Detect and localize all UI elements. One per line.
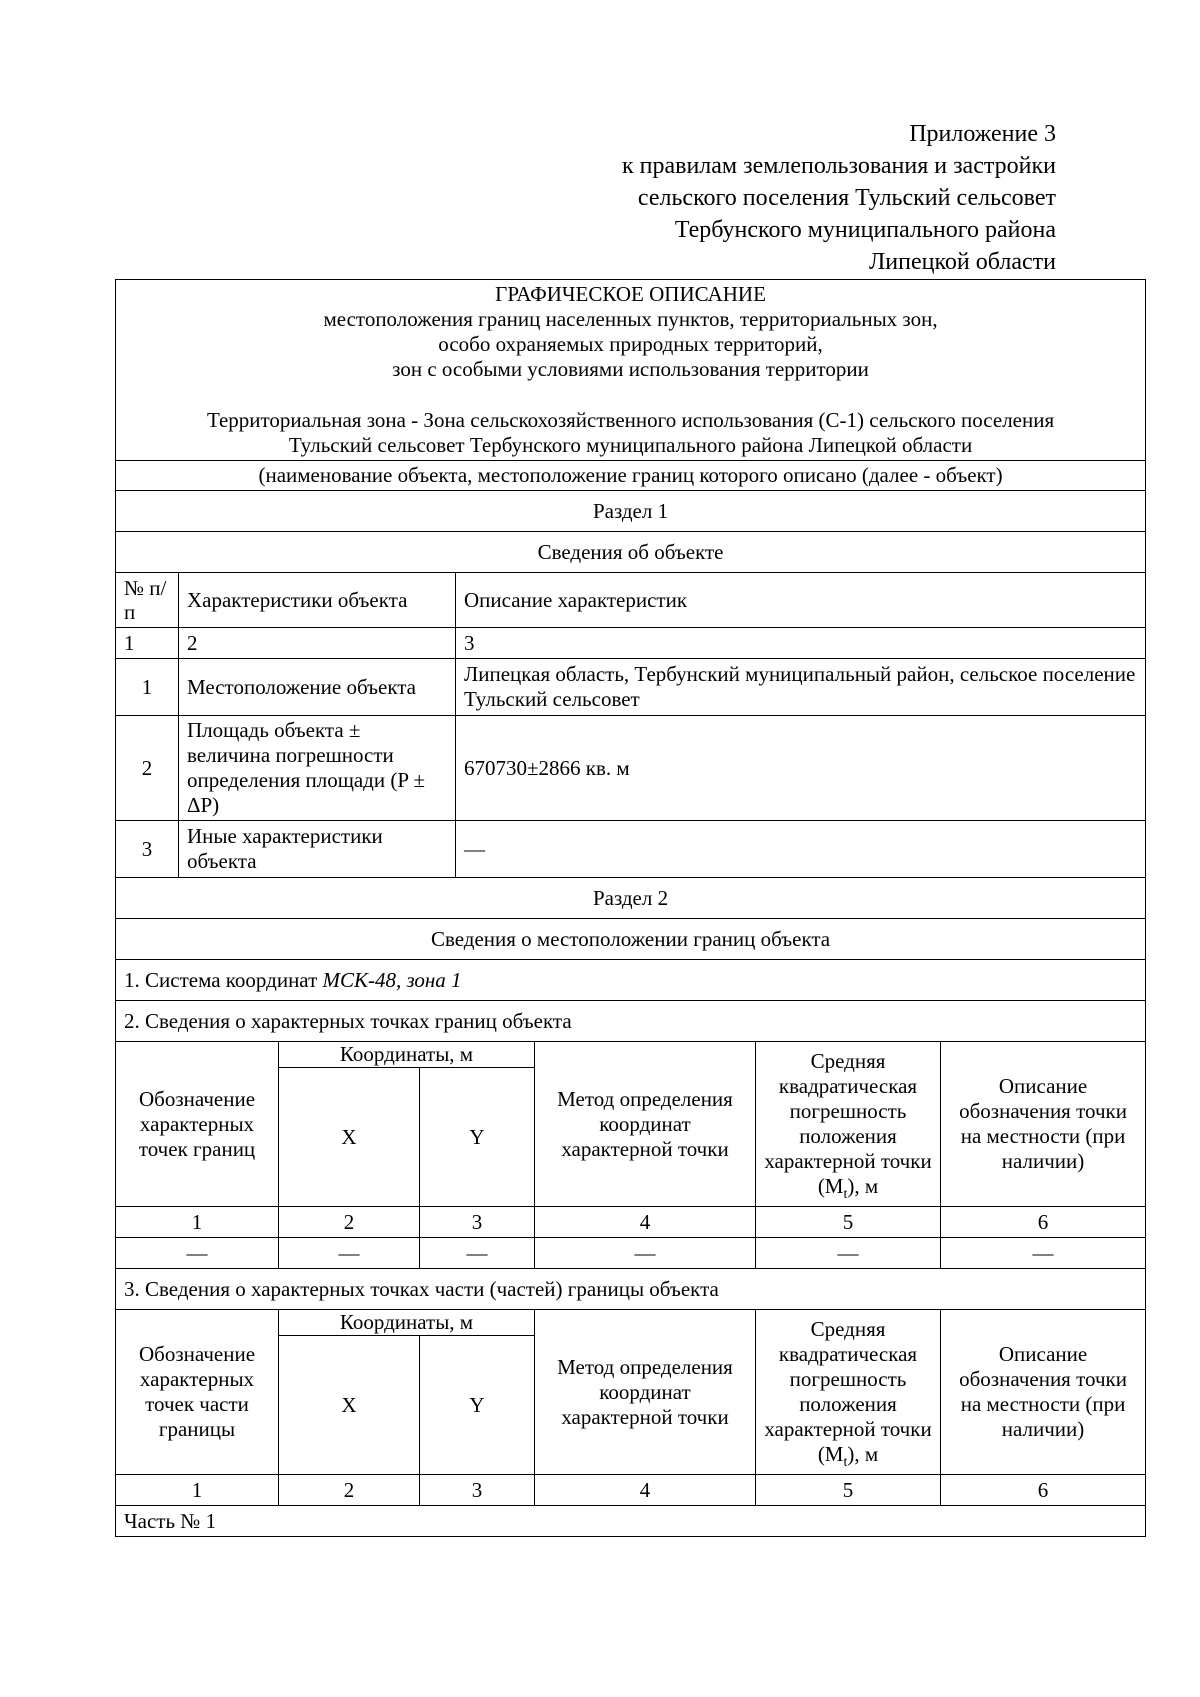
boundary-points-heading: 2. Сведения о характерных точках границ объекта [116, 1001, 1146, 1042]
col-desc-number: 3 [456, 628, 1146, 659]
col-coordinates: Координаты, м [279, 1310, 535, 1336]
document-title: ГРАФИЧЕСКОЕ ОПИСАНИЕ [495, 282, 766, 306]
col-point-description: Описание обозначения точки на местности (при наличии) [941, 1310, 1146, 1475]
table-row [116, 716, 1146, 821]
object-name-note: (наименование объекта, местоположение границ которого описано (далее - объект) [116, 461, 1146, 491]
col-coordinates: Координаты, м [279, 1042, 535, 1068]
row-description: 670730±2866 кв. м [456, 716, 1146, 821]
empty-cell: — [420, 1238, 535, 1269]
col-y: Y [420, 1068, 535, 1207]
document-table [115, 279, 1146, 1537]
part-label: Часть № 1 [116, 1506, 1146, 1537]
col-number: 5 [756, 1475, 941, 1506]
part-points-heading: 3. Сведения о характерных точках части (частей) границы объекта [116, 1269, 1146, 1310]
col-error-unit: ), м [847, 1174, 879, 1198]
appendix-header [622, 118, 1056, 278]
col-no-number: 1 [116, 628, 179, 659]
col-x: X [279, 1068, 420, 1207]
coordinate-system-label: 1. Система координат [124, 967, 323, 992]
col-error-subscript: t [843, 1187, 848, 1203]
col-number: 6 [941, 1207, 1146, 1238]
col-number: 4 [535, 1475, 756, 1506]
appendix-number: Приложение 3 [909, 121, 1056, 147]
object-name-line-1: Территориальная зона - Зона сельскохозяйственного использования (С-1) сельского поселения [206, 408, 1055, 432]
col-number: 1 [116, 1207, 279, 1238]
col-no-header: № п/п [116, 573, 179, 628]
col-number: 5 [756, 1207, 941, 1238]
row-description: — [456, 821, 1146, 878]
col-number: 2 [279, 1207, 420, 1238]
empty-cell: — [116, 1238, 279, 1269]
section-1-heading: Сведения об объекте [116, 532, 1146, 573]
col-error-unit: ), м [847, 1442, 879, 1466]
section-2-label: Раздел 2 [116, 878, 1146, 919]
col-number: 1 [116, 1475, 279, 1506]
coordinate-system [116, 960, 1146, 1001]
col-error [756, 1042, 941, 1207]
appendix-line-2: к правилам землепользования и застройки [621, 153, 1056, 179]
col-number: 2 [279, 1475, 420, 1506]
empty-cell: — [279, 1238, 420, 1269]
col-number: 3 [420, 1475, 535, 1506]
empty-cell: — [535, 1238, 756, 1269]
col-y: Y [420, 1336, 535, 1475]
col-point-designation: Обозначение характерных точек границ [116, 1042, 279, 1207]
col-error-text: Средняя квадратическая погрешность положения характерной точки (M [764, 1317, 932, 1466]
col-number: 3 [420, 1207, 535, 1238]
col-error [756, 1310, 941, 1475]
section-2-heading: Сведения о местоположении границ объекта [116, 919, 1146, 960]
empty-cell: — [941, 1238, 1146, 1269]
object-name-line-2: Тульский сельсовет Тербунского муниципального района Липецкой области [288, 433, 973, 457]
title-block [116, 280, 1146, 461]
row-characteristic: Площадь объекта ± величина погрешности определения площади (P ± ΔP) [179, 716, 456, 821]
row-number: 2 [116, 716, 179, 821]
col-number: 4 [535, 1207, 756, 1238]
col-part-point-designation: Обозначение характерных точек части границы [116, 1310, 279, 1475]
col-x: X [279, 1336, 420, 1475]
row-number: 1 [116, 659, 179, 716]
appendix-line-3: сельского поселения Тульский сельсовет [637, 185, 1056, 211]
row-characteristic: Местоположение объекта [179, 659, 456, 716]
col-characteristics-header: Характеристики объекта [179, 573, 456, 628]
col-method: Метод определения координат характерной точки [535, 1042, 756, 1207]
title-subline-3: зон с особыми условиями использования территории [392, 357, 869, 381]
col-method: Метод определения координат характерной точки [535, 1310, 756, 1475]
appendix-line-4: Тербунского муниципального района [674, 217, 1056, 243]
table-row [116, 659, 1146, 716]
empty-cell: — [756, 1238, 941, 1269]
section-1-label: Раздел 1 [116, 491, 1146, 532]
col-number: 6 [941, 1475, 1146, 1506]
table-row [116, 1238, 1146, 1269]
col-description-header: Описание характеристик [456, 573, 1146, 628]
col-char-number: 2 [179, 628, 456, 659]
graphic-description-document [115, 279, 1145, 1537]
coordinate-system-value: МСК-48, зона 1 [322, 967, 462, 992]
row-number: 3 [116, 821, 179, 878]
row-characteristic: Иные характеристики объекта [179, 821, 456, 878]
table-row [116, 821, 1146, 878]
col-error-text: Средняя квадратическая погрешность положения характерной точки (M [764, 1049, 932, 1198]
title-subline-2: особо охраняемых природных территорий, [438, 332, 823, 356]
row-description: Липецкая область, Тербунский муниципальный район, сельское поселение Тульский сельсовет [456, 659, 1146, 716]
col-error-subscript: t [843, 1455, 848, 1471]
col-point-description: Описание обозначения точки на местности (при наличии) [941, 1042, 1146, 1207]
appendix-line-5: Липецкой области [869, 249, 1056, 275]
title-subline-1: местоположения границ населенных пунктов, территориальных зон, [323, 307, 938, 331]
